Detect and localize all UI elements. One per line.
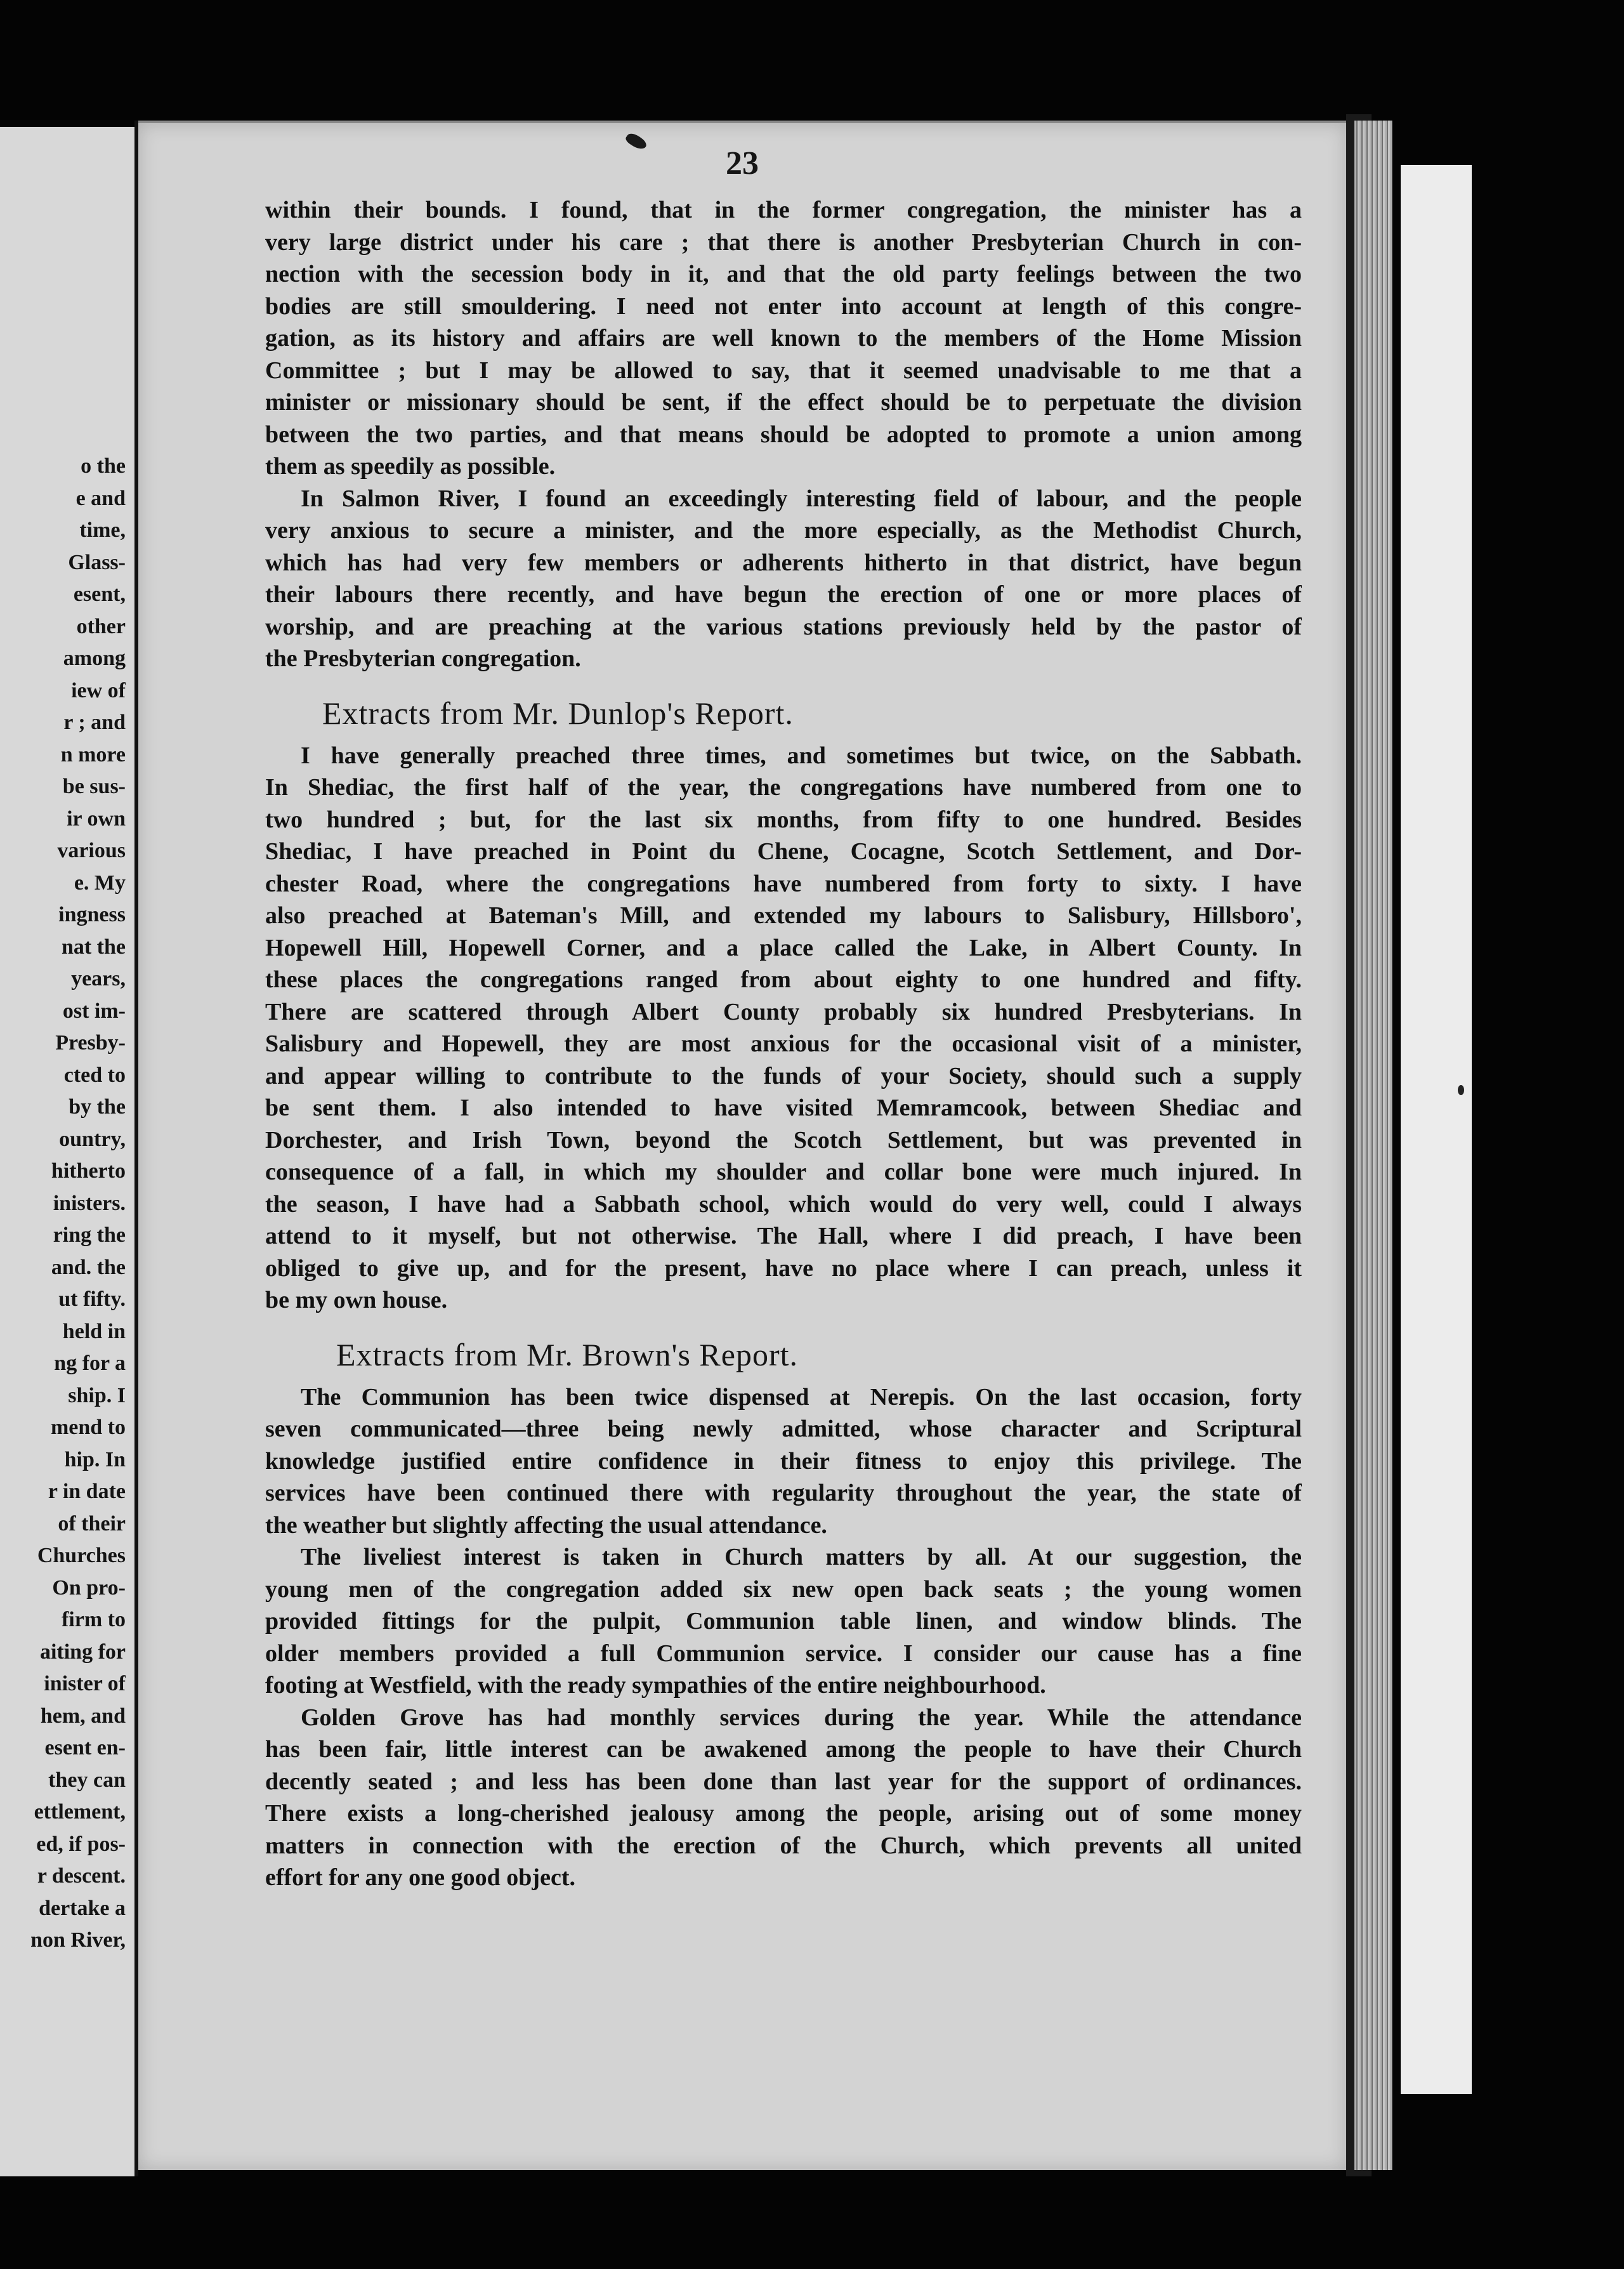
text-line: older members provided a full Communion service. I consider our cause has a fine [265,1640,1302,1667]
left-page-line: e and [75,486,126,510]
text-line: their labours there recently, and have begun the erection of one or more places of [265,581,1302,608]
left-page-line: ut fifty. [58,1287,126,1311]
text-line: There are scattered through Albert County probably six hundred Presbyterians. In [265,998,1302,1025]
left-page-line: among [63,647,126,670]
text-line: these places the congregations ranged from about eighty to one hundred and fifty. [265,966,1302,993]
text-line: be my own house. [265,1287,448,1313]
left-page-line: ountry, [59,1127,126,1151]
text-line: knowledge justified entire confidence in their fitness to enjoy this privilege. The [265,1447,1302,1475]
left-page-line: esent, [73,582,126,606]
left-page-line: inister of [44,1672,126,1695]
text-line: consequence of a fall, in which my shoulder and collar bone were much injured. In [265,1159,1302,1185]
text-line: between the two parties, and that means should be adopted to promote a union among [265,421,1302,448]
text-line: worship, and are preaching at the various stations previously held by the pastor of [265,613,1302,640]
left-page-line: r descent. [37,1864,126,1888]
left-page-line: ingness [58,903,126,926]
back-cover-edge [1401,165,1472,2094]
left-page-line: non River, [30,1928,126,1952]
text-line: also preached at Bateman's Mill, and extended my labours to Salisbury, Hillsboro', [265,902,1302,929]
left-page-line: by the [69,1095,126,1119]
text-line: very large district under his care ; that there is another Presbyterian Church in con- [265,228,1302,256]
left-page-line: held in [62,1319,126,1343]
text-line: I have generally preached three times, and sometimes but twice, on the Sabbath. [301,742,1302,769]
left-page-line: Glass- [68,550,126,574]
left-page-line: firm to [61,1608,126,1631]
text-line: Dorchester, and Irish Town, beyond the Scotch Settlement, but was prevented in [265,1126,1302,1154]
text-line: very anxious to secure a minister, and the more especially, as the Methodist Church, [265,517,1302,544]
text-line: effort for any one good object. [265,1864,575,1891]
left-page-line: years, [71,967,126,990]
text-line: Hopewell Hill, Hopewell Corner, and a place called the Lake, in Albert County. In [265,934,1302,961]
text-line: Golden Grove has had monthly services during the year. While the attendance [301,1704,1302,1731]
text-line: chester Road, where the congregations have numbered from forty to sixty. I have [265,870,1302,897]
text-line: two hundred ; but, for the last six months, from fifty to one hundred. Besides [265,806,1302,833]
left-page-line: mend to [50,1416,126,1439]
left-page-line: cted to [63,1063,126,1087]
left-page-line: ring the [53,1223,126,1247]
left-page-line: ir own [67,806,126,831]
book-page [138,121,1346,2170]
left-page-line: they can [48,1768,126,1792]
left-page-line: e. My [74,871,126,895]
left-page-line: inisters. [53,1191,126,1215]
text-line: provided fittings for the pulpit, Communion table linen, and window blinds. The [265,1608,1302,1634]
text-line: services have been continued there with regularity throughout the year, the state of [265,1480,1302,1506]
text-line: Salisbury and Hopewell, they are most anxious for the occasional visit of a minister, [265,1030,1302,1057]
text-line: matters in connection with the erection of the Church, which prevents all united [265,1832,1302,1859]
paragraph [138,740,1346,1317]
text-line: the season, I have had a Sabbath school, which would do very well, could I always [265,1190,1302,1218]
left-page-line: of their [58,1511,126,1536]
left-page-line: and. the [51,1255,126,1279]
text-line: bodies are still smouldering. I need not enter into account at length of this congre- [265,293,1302,320]
text-line: them as speedily as possible. [265,453,556,480]
left-page-line: dertake a [39,1896,126,1920]
paragraph [138,194,1346,483]
left-page-line: hip. In [64,1447,126,1471]
left-page-line: time, [79,518,126,542]
left-page-fragment [0,127,136,2176]
text-line: nection with the secession body in it, and that the old party feelings between the two [265,261,1302,287]
paragraph [138,1381,1346,1542]
text-line: There exists a long-cherished jealousy among the people, arising out of some money [265,1800,1302,1827]
text-line: has been fair, little interest can be awakened among the people to have their Church [265,1736,1302,1763]
page-number: 23 [726,145,759,181]
left-page-line: esent en- [44,1736,126,1759]
text-line: In Salmon River, I found an exceedingly interesting field of labour, and the people [301,485,1302,512]
left-page-line: other [76,614,126,638]
text-line: within their bounds. I found, that in the former congregation, the minister has a [265,197,1302,223]
left-page-line: o the [81,454,126,478]
text-line: minister or missionary should be sent, if the effect should be to perpetuate the division [265,389,1302,416]
page-content [138,194,1346,1894]
left-page-line: hitherto [51,1159,126,1183]
paragraph [138,483,1346,675]
left-page-line: aiting for [39,1640,126,1664]
left-page-line: nat the [61,935,126,959]
text-line: obliged to give up, and for the present, have no place where I can preach, unless it [265,1254,1302,1282]
left-page-line: Churches [37,1544,126,1567]
paragraph [138,1702,1346,1894]
left-page-line: ship. I [68,1383,126,1407]
section-heading: Extracts from Mr. Brown's Report. [336,1336,799,1372]
text-line: young men of the congregation added six new open back seats ; the young women [265,1575,1302,1603]
text-line: and appear willing to contribute to the funds of your Society, should such a supply [265,1062,1302,1089]
left-page-line: ng for a [54,1352,126,1375]
left-page-line: r in date [48,1480,126,1503]
text-line: which has had very few members or adherents hitherto in that district, have begun [265,549,1302,576]
left-page-line: ettlement, [34,1800,126,1824]
left-page-line: On pro- [52,1575,126,1600]
text-line: seven communicated—three being newly admitted, whose character and Scriptural [265,1416,1302,1442]
section-heading: Extracts from Mr. Dunlop's Report. [322,695,794,731]
text-line: Shediac, I have preached in Point du Chene, Cocagne, Scotch Settlement, and Dor- [265,838,1302,865]
left-page-line: r ; and [63,711,126,734]
text-line: be sent them. I also intended to have visited Memramcook, between Shediac and [265,1095,1302,1121]
text-line: gation, as its history and affairs are well known to the members of the Home Mission [265,325,1302,352]
paragraph [138,1541,1346,1702]
left-page-line: iew of [71,678,126,702]
page-edges [1354,121,1392,2170]
text-line: Committee ; but I may be allowed to say, that it seemed unadvisable to me that a [265,357,1302,384]
text-line: footing at Westfield, with the ready sympathies of the entire neighbourhood. [265,1672,1046,1699]
text-line: The Communion has been twice dispensed at Nerepis. On the last occasion, forty [301,1383,1302,1411]
text-line: The liveliest interest is taken in Church matters by all. At our suggestion, the [301,1544,1302,1570]
text-line: attend to it myself, but not otherwise. The Hall, where I did preach, I have been [265,1223,1302,1249]
left-page-text [0,451,126,1957]
left-page-line: n more [60,742,126,766]
left-page-line: ed, if pos- [36,1832,126,1856]
left-page-line: be sus- [62,775,126,798]
text-line: the Presbyterian congregation. [265,645,581,672]
left-page-line: Presby- [55,1031,126,1055]
left-page-line: ost im- [62,999,126,1023]
dust-speck [1458,1085,1464,1095]
left-page-line: various [57,839,126,862]
text-line: In Shediac, the first half of the year, the congregations have numbered from one to [265,774,1302,801]
text-line: the weather but slightly affecting the usual attendance. [265,1511,827,1539]
left-page-line: hem, and [40,1704,126,1728]
text-line: decently seated ; and less has been done than last year for the support of ordinances. [265,1768,1302,1795]
